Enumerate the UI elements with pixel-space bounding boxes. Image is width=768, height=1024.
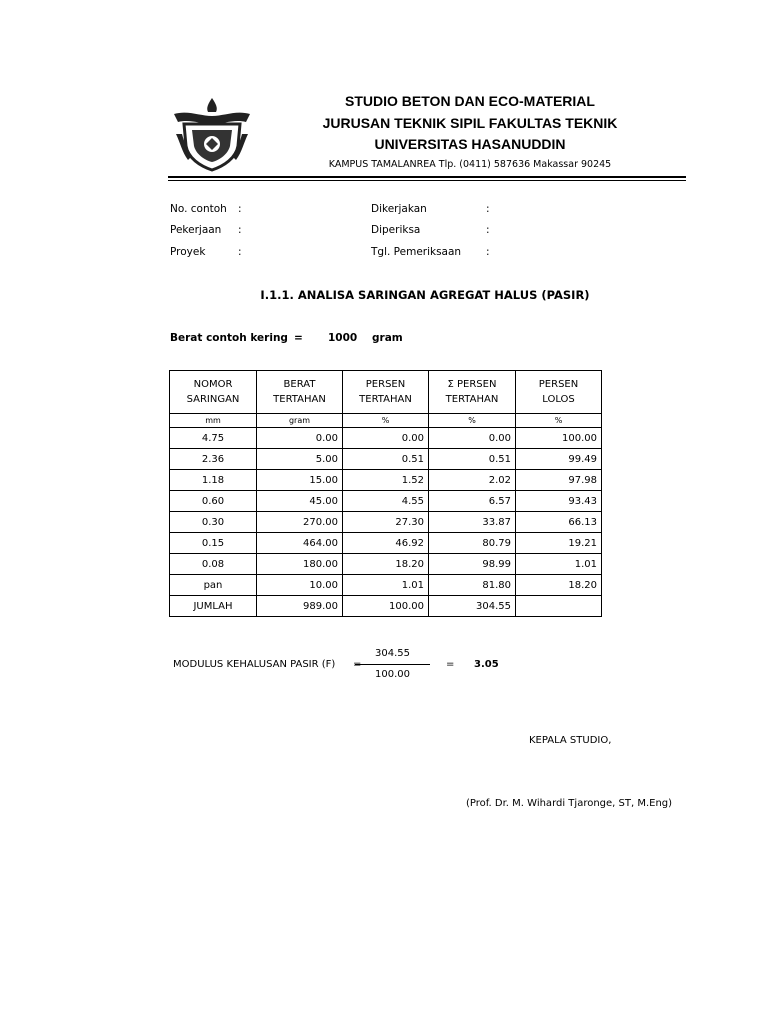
cell-persen: 46.92 <box>343 533 429 554</box>
cell-sum-persen: 98.99 <box>429 554 516 575</box>
col-header-persen-tertahan: PERSEN TERTAHAN <box>343 371 429 414</box>
table-row <box>170 575 602 596</box>
label-diperiksa: Diperiksa <box>371 224 421 236</box>
label-dikerjakan: Dikerjakan <box>371 203 427 215</box>
cell-berat: 10.00 <box>257 575 343 596</box>
colon: : <box>486 224 490 236</box>
cell-lolos: 1.01 <box>516 554 602 575</box>
cell-berat: 15.00 <box>257 470 343 491</box>
fraction-line <box>355 664 430 665</box>
cell-lolos: 19.21 <box>516 533 602 554</box>
modulus-numerator: 304.55 <box>375 648 410 659</box>
cell-lolos: 97.98 <box>516 470 602 491</box>
cell-persen: 4.55 <box>343 491 429 512</box>
modulus-equals: = <box>353 659 362 670</box>
col-header-sum-persen-tertahan: Σ PERSEN TERTAHAN <box>429 371 516 414</box>
cell-persen: 1.52 <box>343 470 429 491</box>
cell-persen: 0.00 <box>343 428 429 449</box>
table-row <box>170 449 602 470</box>
unit-cell: mm <box>170 414 257 428</box>
berat-value: 1000 <box>328 332 358 344</box>
cell-sum-persen: 6.57 <box>429 491 516 512</box>
table-header-row <box>170 371 602 414</box>
colon: : <box>238 203 242 215</box>
cell-sum-persen: 33.87 <box>429 512 516 533</box>
col-header-nomor-saringan: NOMOR SARINGAN <box>170 371 257 414</box>
col-header-persen-lolos: PERSEN LOLOS <box>516 371 602 414</box>
cell-total-persen: 100.00 <box>343 596 429 617</box>
university-logo <box>170 94 254 172</box>
cell-sieve: 0.30 <box>170 512 257 533</box>
cell-lolos: 99.49 <box>516 449 602 470</box>
cell-sieve: pan <box>170 575 257 596</box>
cell-persen: 1.01 <box>343 575 429 596</box>
table-row <box>170 491 602 512</box>
signature-name: (Prof. Dr. M. Wihardi Tjaronge, ST, M.Eng) <box>466 798 673 809</box>
cell-lolos: 93.43 <box>516 491 602 512</box>
cell-total-sum-persen: 304.55 <box>429 596 516 617</box>
signature-role: KEPALA STUDIO, <box>529 735 612 746</box>
cell-berat: 45.00 <box>257 491 343 512</box>
colon: : <box>486 203 490 215</box>
colon: : <box>238 246 242 258</box>
berat-unit: gram <box>372 332 403 344</box>
cell-sum-persen: 0.00 <box>429 428 516 449</box>
modulus-denominator: 100.00 <box>375 669 410 680</box>
cell-berat: 270.00 <box>257 512 343 533</box>
cell-sieve: 4.75 <box>170 428 257 449</box>
colon: : <box>486 246 490 258</box>
cell-sieve: 2.36 <box>170 449 257 470</box>
header-department: JURUSAN TEKNIK SIPIL FAKULTAS TEKNIK <box>322 115 618 131</box>
label-pekerjaan: Pekerjaan <box>170 224 222 236</box>
cell-sum-persen: 80.79 <box>429 533 516 554</box>
table-row <box>170 428 602 449</box>
cell-berat: 5.00 <box>257 449 343 470</box>
cell-total-berat: 989.00 <box>257 596 343 617</box>
cell-persen: 27.30 <box>343 512 429 533</box>
cell-sieve: 0.08 <box>170 554 257 575</box>
table-row <box>170 554 602 575</box>
cell-berat: 180.00 <box>257 554 343 575</box>
berat-label: Berat contoh kering <box>170 332 288 344</box>
berat-equals: = <box>294 332 303 344</box>
cell-sum-persen: 81.80 <box>429 575 516 596</box>
label-proyek: Proyek <box>170 246 206 258</box>
label-tgl-pemeriksaan: Tgl. Pemeriksaan <box>371 246 462 258</box>
cell-sieve: 1.18 <box>170 470 257 491</box>
modulus-label: MODULUS KEHALUSAN PASIR (F) <box>173 659 336 670</box>
document-title: I.1.1. ANALISA SARINGAN AGREGAT HALUS (PASIR) <box>260 288 590 302</box>
header-rule-thick <box>168 176 686 178</box>
modulus-result: 3.05 <box>474 659 499 670</box>
header-university: UNIVERSITAS HASANUDDIN <box>374 136 566 152</box>
unit-cell: gram <box>257 414 343 428</box>
cell-persen: 0.51 <box>343 449 429 470</box>
cell-sieve: 0.15 <box>170 533 257 554</box>
cell-persen: 18.20 <box>343 554 429 575</box>
sieve-analysis-table <box>169 370 602 617</box>
cell-sieve: 0.60 <box>170 491 257 512</box>
cell-lolos: 100.00 <box>516 428 602 449</box>
header-rule-thin <box>168 180 686 181</box>
cell-lolos: 18.20 <box>516 575 602 596</box>
header-address: KAMPUS TAMALANREA Tlp. (0411) 587636 Makassar 90245 <box>328 159 612 170</box>
cell-total-lolos <box>516 596 602 617</box>
unit-cell: % <box>343 414 429 428</box>
modulus-equals-2: = <box>446 659 455 670</box>
table-unit-row <box>170 414 602 428</box>
cell-sum-persen: 0.51 <box>429 449 516 470</box>
cell-lolos: 66.13 <box>516 512 602 533</box>
header-studio: STUDIO BETON DAN ECO-MATERIAL <box>345 93 595 109</box>
table-row <box>170 470 602 491</box>
colon: : <box>238 224 242 236</box>
cell-berat: 0.00 <box>257 428 343 449</box>
cell-jumlah-label: JUMLAH <box>170 596 257 617</box>
col-header-berat-tertahan: BERAT TERTAHAN <box>257 371 343 414</box>
table-total-row <box>170 596 602 617</box>
unit-cell: % <box>429 414 516 428</box>
table-row <box>170 533 602 554</box>
unit-cell: % <box>516 414 602 428</box>
table-row <box>170 512 602 533</box>
label-no-contoh: No. contoh <box>170 203 227 215</box>
cell-berat: 464.00 <box>257 533 343 554</box>
cell-sum-persen: 2.02 <box>429 470 516 491</box>
